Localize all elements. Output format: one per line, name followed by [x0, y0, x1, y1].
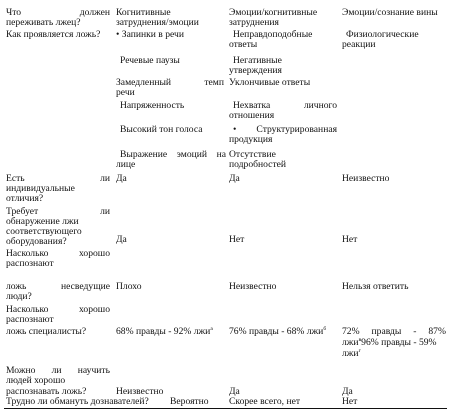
q2-c1: Да — [116, 173, 127, 184]
q6-c2: Да — [229, 386, 240, 397]
q4-label-line4: люди? — [6, 291, 32, 302]
q1-c1-item: Замедленный темп — [116, 77, 224, 88]
q1-c3-cont: реакции — [342, 39, 376, 50]
q1-c1-item: Высокий тон голоса — [120, 124, 203, 135]
q3-c1: Да — [116, 234, 127, 245]
q1-c2-item: • Структурированная — [233, 124, 337, 135]
q1-c1-item: • Запинки в речи — [116, 29, 184, 40]
q1-c1-item-cont: лице — [116, 159, 136, 170]
q1-c1-item-cont: речи — [116, 87, 135, 98]
q1-c1-item: Выражение эмоций на — [120, 149, 226, 160]
q5-c2: 76% правды - 68% лжи$^б$ — [229, 326, 327, 337]
q4-c1: Плохо — [116, 281, 142, 292]
q5-label-line2: распознают — [6, 314, 54, 325]
q7-label: Трудно ли обмануть дознавателей? — [6, 396, 149, 407]
header-col2-line1: Эмоции/когнитивные — [229, 7, 318, 18]
q3-label-line2: обнаружение лжи — [6, 216, 79, 227]
q3-label-line4: оборудования? — [6, 236, 67, 247]
q5-c3-line2: лжи$^в$96% правды - 59% — [342, 337, 437, 348]
q2-c2: Да — [229, 173, 240, 184]
q7-c2: Скорее всего, нет — [229, 396, 301, 407]
q2-label-line2: индивидуальные — [6, 183, 75, 194]
header-col3: Эмоции/сознание вины — [342, 7, 438, 18]
q7-c1: Вероятно — [170, 396, 209, 407]
q5-c3-line3: лжи$^г$ — [342, 348, 361, 359]
q4-label-line1: Насколько хорошо — [6, 248, 110, 259]
q1-c2-item: Отсутствие — [229, 149, 276, 160]
q1-c2-item-cont: ответы — [229, 39, 258, 50]
q1-label: Как проявляется ложь? — [6, 29, 101, 40]
q1-c2-item-cont: утверждения — [229, 65, 282, 76]
q3-c3: Нет — [342, 234, 358, 245]
header-question-line1: Что должен — [6, 7, 110, 18]
q5-label-line3: ложь специалисты? — [6, 326, 87, 337]
q1-c2-item-cont: отношения — [229, 110, 275, 121]
q1-c2-item-cont: подробностей — [229, 159, 287, 170]
q5-c3-line1: 72% правды - 87% — [342, 326, 446, 337]
q3-c2: Нет — [229, 234, 245, 245]
q4-label-line2: распознают — [6, 258, 54, 269]
q1-c1-item: Напряженность — [120, 100, 185, 111]
q1-c1-item: Речевые паузы — [120, 55, 180, 66]
q6-label-line2: людей хорошо — [6, 375, 66, 386]
q1-c2-item-cont: продукция — [229, 134, 273, 145]
q5-c1: 68% правды - 92% лжи$^a$ — [116, 326, 213, 337]
header-col1-line1: Когнитивные — [116, 7, 171, 18]
q1-c2-item: Негативные — [233, 55, 282, 66]
q1-c2-item: Уклончивые ответы — [229, 77, 311, 88]
q6-label-line1: Можно ли научить — [6, 365, 110, 376]
q1-c2-item: Нехватка личного — [233, 100, 337, 111]
header-col2-line2: затруднения — [229, 17, 279, 28]
q4-c3: Нельзя ответить — [342, 281, 409, 292]
header-question-line2: переживать лжец? — [6, 17, 81, 28]
q7-c3: Нет — [342, 396, 358, 407]
q2-label-line3: отличия? — [6, 193, 44, 204]
q2-label-line1: Есть ли — [6, 173, 110, 184]
q2-c3: Неизвестно — [342, 173, 390, 184]
q1-c2-item: Неправдоподобные — [233, 29, 313, 40]
q1-c3: Физиологические — [346, 29, 419, 40]
q6-c1: Неизвестно — [116, 386, 164, 397]
q3-label-line3: соответствующего — [6, 226, 82, 237]
q6-label-line3: распознавать ложь? — [6, 386, 87, 397]
q3-label-line1: Требует ли — [6, 206, 110, 217]
q5-label-line1: Насколько хорошо — [6, 304, 110, 315]
q4-label-line3: ложь несведущие — [6, 281, 110, 292]
q4-c2: Неизвестно — [229, 281, 277, 292]
q6-c3: Да — [342, 386, 353, 397]
table-bottom-rule — [4, 408, 447, 409]
header-col1-line2: затруднения/эмоции — [116, 17, 199, 28]
